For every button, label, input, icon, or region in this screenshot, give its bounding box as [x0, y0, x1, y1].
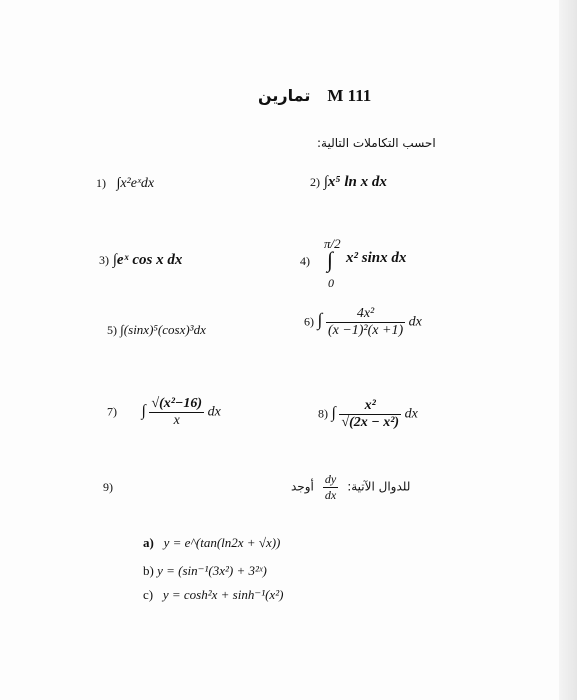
integral-sign: ∫: [317, 309, 323, 330]
exercise-expression: x² sinx dx: [346, 250, 407, 266]
fraction-denominator: dx: [324, 488, 337, 502]
fraction-denominator: (x −1)²(x +1): [327, 323, 404, 338]
exercise-3: [99, 252, 182, 269]
derivative-b: [143, 563, 267, 579]
exercise-number: 6): [304, 314, 314, 329]
differential: dx: [207, 404, 221, 420]
fraction-numerator: 4x²: [326, 306, 405, 323]
derivative-expression: y = (sin⁻¹(3x²) + 3²ˣ): [157, 563, 267, 578]
fraction-denominator: √(2x − x²): [341, 415, 400, 430]
exercise-expression: ∫x²eˣdx: [116, 176, 155, 191]
exercise-8: [318, 398, 418, 431]
fraction-numerator: √(x²−16): [151, 396, 203, 411]
integral-sign: ∫: [141, 402, 146, 420]
fraction: [339, 398, 401, 431]
fraction: [149, 396, 204, 429]
fraction-numerator: x²: [339, 398, 401, 415]
exercise-5: [107, 322, 206, 338]
exercise-6: [304, 306, 422, 339]
prompt-find-word: أوجد: [291, 479, 314, 494]
instruction-text: احسب التكاملات التالية:: [317, 136, 436, 150]
fraction-denominator: x: [173, 413, 180, 428]
derivative-fraction: [323, 472, 338, 503]
exercise-number: 5): [107, 323, 117, 337]
derivative-c: [143, 587, 283, 603]
exercise-1: [96, 176, 154, 192]
integral-sign: ∫: [331, 404, 336, 422]
exercise-expression: ∫eˣ cos x dx: [112, 252, 183, 268]
exercise-number: 8): [318, 406, 328, 421]
item-label: c): [143, 587, 154, 602]
item-label: b): [143, 563, 154, 578]
page-header: [258, 86, 371, 106]
item-label: a): [143, 535, 154, 550]
exercise-2: [310, 174, 387, 191]
exercise-number: 1): [96, 176, 106, 190]
exercise-number: 7): [107, 404, 117, 419]
exercise-7: [107, 396, 221, 429]
course-code: M 111: [327, 86, 372, 105]
derivative-expression: y = cosh²x + sinh⁻¹(x²): [162, 587, 284, 602]
integral-sign: ∫: [327, 247, 334, 272]
fraction-numerator: dy: [324, 472, 337, 486]
derivative-a: [143, 535, 280, 551]
differential: dx: [408, 314, 422, 330]
page-edge-shadow: [559, 0, 577, 700]
fraction: [326, 306, 405, 339]
exercise-number: 3): [99, 253, 109, 267]
header-title-ar: تمارين: [258, 86, 311, 105]
integral-upper-limit: π/2: [324, 236, 341, 251]
differential: dx: [404, 406, 418, 422]
exercise-9-number: 9): [103, 480, 113, 494]
exercise-number: 4): [300, 254, 310, 268]
exercise-number: 2): [310, 175, 320, 189]
exercise-4: [300, 236, 460, 291]
derivative-expression: y = e^(tan(ln2x + √x)): [163, 535, 281, 550]
prompt-text: للدوال الآتية:: [347, 479, 411, 494]
derivative-prompt: [291, 472, 410, 503]
exercise-expression: ∫(sinx)⁵(cosx)³dx: [120, 322, 206, 337]
exercise-expression: ∫x⁵ ln x dx: [323, 174, 387, 190]
integral-lower-limit: 0: [328, 276, 334, 290]
